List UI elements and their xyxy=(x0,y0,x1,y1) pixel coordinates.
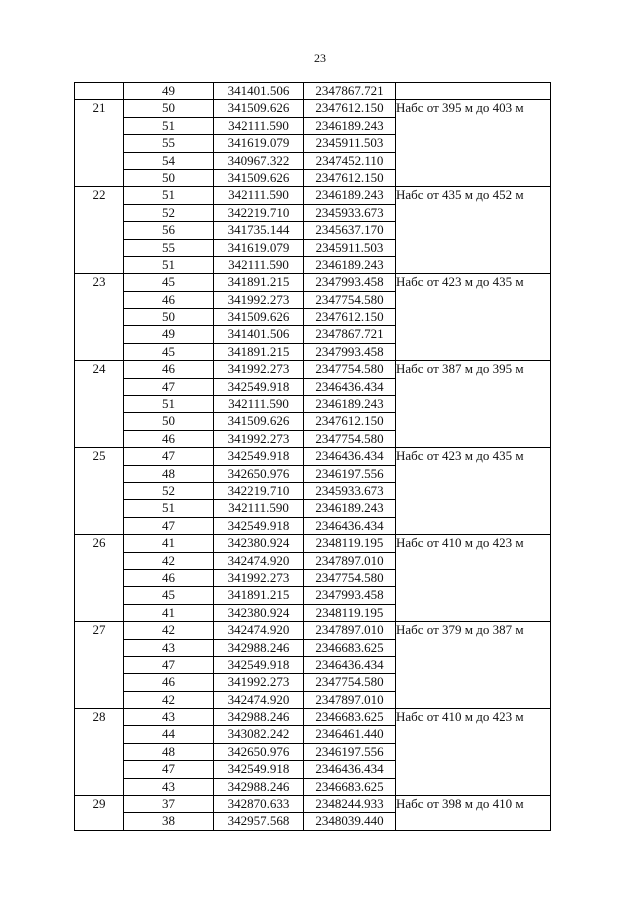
point-number: 47 xyxy=(124,517,214,534)
y-coordinate: 2347754.580 xyxy=(304,430,396,447)
table-row xyxy=(75,274,551,291)
y-coordinate: 2346436.434 xyxy=(304,761,396,778)
point-number: 38 xyxy=(124,813,214,830)
y-coordinate: 2345933.673 xyxy=(304,204,396,221)
x-coordinate: 341891.215 xyxy=(214,587,304,604)
table-row xyxy=(75,709,551,726)
x-coordinate: 342474.920 xyxy=(214,552,304,569)
x-coordinate: 342549.918 xyxy=(214,761,304,778)
elevation-note: Набс от 395 м до 403 м xyxy=(396,100,551,187)
x-coordinate: 342474.920 xyxy=(214,622,304,639)
x-coordinate: 340967.322 xyxy=(214,152,304,169)
section-number: 23 xyxy=(75,274,124,361)
point-number: 48 xyxy=(124,465,214,482)
point-number: 41 xyxy=(124,604,214,621)
x-coordinate: 342219.710 xyxy=(214,204,304,221)
y-coordinate: 2346436.434 xyxy=(304,656,396,673)
table-row xyxy=(75,622,551,639)
section-number: 26 xyxy=(75,535,124,622)
x-coordinate: 342111.590 xyxy=(214,117,304,134)
point-number: 55 xyxy=(124,135,214,152)
point-number: 45 xyxy=(124,343,214,360)
y-coordinate: 2347897.010 xyxy=(304,552,396,569)
section-number xyxy=(75,83,124,100)
point-number: 51 xyxy=(124,500,214,517)
elevation-note: Набс от 410 м до 423 м xyxy=(396,535,551,622)
elevation-note: Набс от 398 м до 410 м xyxy=(396,796,551,831)
point-number: 50 xyxy=(124,413,214,430)
table-row xyxy=(75,535,551,552)
point-number: 50 xyxy=(124,169,214,186)
x-coordinate: 342111.590 xyxy=(214,256,304,273)
point-number: 52 xyxy=(124,482,214,499)
y-coordinate: 2347754.580 xyxy=(304,569,396,586)
elevation-note: Набс от 435 м до 452 м xyxy=(396,187,551,274)
y-coordinate: 2347452.110 xyxy=(304,152,396,169)
section-number: 22 xyxy=(75,187,124,274)
x-coordinate: 341619.079 xyxy=(214,135,304,152)
y-coordinate: 2346436.434 xyxy=(304,378,396,395)
y-coordinate: 2346197.556 xyxy=(304,743,396,760)
y-coordinate: 2347897.010 xyxy=(304,691,396,708)
x-coordinate: 341891.215 xyxy=(214,343,304,360)
point-number: 42 xyxy=(124,691,214,708)
y-coordinate: 2347993.458 xyxy=(304,343,396,360)
y-coordinate: 2347993.458 xyxy=(304,587,396,604)
x-coordinate: 341992.273 xyxy=(214,569,304,586)
y-coordinate: 2347754.580 xyxy=(304,291,396,308)
y-coordinate: 2347897.010 xyxy=(304,622,396,639)
point-number: 46 xyxy=(124,569,214,586)
point-number: 46 xyxy=(124,430,214,447)
y-coordinate: 2348119.195 xyxy=(304,604,396,621)
x-coordinate: 341509.626 xyxy=(214,169,304,186)
page-number: 23 xyxy=(314,51,326,65)
y-coordinate: 2346436.434 xyxy=(304,448,396,465)
point-number: 55 xyxy=(124,239,214,256)
point-number: 50 xyxy=(124,100,214,117)
y-coordinate: 2346189.243 xyxy=(304,187,396,204)
point-number: 43 xyxy=(124,709,214,726)
y-coordinate: 2347612.150 xyxy=(304,413,396,430)
x-coordinate: 341509.626 xyxy=(214,413,304,430)
y-coordinate: 2346189.243 xyxy=(304,396,396,413)
x-coordinate: 342650.976 xyxy=(214,743,304,760)
y-coordinate: 2346189.243 xyxy=(304,256,396,273)
x-coordinate: 341735.144 xyxy=(214,222,304,239)
table-row xyxy=(75,448,551,465)
elevation-note xyxy=(396,83,551,100)
y-coordinate: 2348039.440 xyxy=(304,813,396,830)
x-coordinate: 342957.568 xyxy=(214,813,304,830)
y-coordinate: 2345911.503 xyxy=(304,135,396,152)
table-row xyxy=(75,83,551,100)
point-number: 51 xyxy=(124,396,214,413)
y-coordinate: 2347754.580 xyxy=(304,361,396,378)
point-number: 37 xyxy=(124,796,214,813)
point-number: 50 xyxy=(124,309,214,326)
y-coordinate: 2346436.434 xyxy=(304,517,396,534)
x-coordinate: 341891.215 xyxy=(214,274,304,291)
x-coordinate: 342219.710 xyxy=(214,482,304,499)
table-row xyxy=(75,100,551,117)
elevation-note: Набс от 379 м до 387 м xyxy=(396,622,551,709)
y-coordinate: 2347754.580 xyxy=(304,674,396,691)
x-coordinate: 342549.918 xyxy=(214,656,304,673)
point-number: 43 xyxy=(124,639,214,656)
x-coordinate: 341401.506 xyxy=(214,83,304,100)
x-coordinate: 342988.246 xyxy=(214,709,304,726)
point-number: 45 xyxy=(124,274,214,291)
table-row xyxy=(75,361,551,378)
x-coordinate: 342549.918 xyxy=(214,378,304,395)
section-number: 21 xyxy=(75,100,124,187)
y-coordinate: 2347612.150 xyxy=(304,100,396,117)
point-number: 46 xyxy=(124,291,214,308)
y-coordinate: 2346189.243 xyxy=(304,500,396,517)
y-coordinate: 2346189.243 xyxy=(304,117,396,134)
elevation-note: Набс от 387 м до 395 м xyxy=(396,361,551,448)
section-number: 27 xyxy=(75,622,124,709)
x-coordinate: 341992.273 xyxy=(214,674,304,691)
x-coordinate: 342988.246 xyxy=(214,639,304,656)
point-number: 41 xyxy=(124,535,214,552)
y-coordinate: 2345933.673 xyxy=(304,482,396,499)
x-coordinate: 342549.918 xyxy=(214,448,304,465)
table-row xyxy=(75,187,551,204)
x-coordinate: 341992.273 xyxy=(214,361,304,378)
x-coordinate: 341509.626 xyxy=(214,100,304,117)
x-coordinate: 342380.924 xyxy=(214,604,304,621)
elevation-note: Набс от 423 м до 435 м xyxy=(396,448,551,535)
point-number: 54 xyxy=(124,152,214,169)
y-coordinate: 2348119.195 xyxy=(304,535,396,552)
y-coordinate: 2347993.458 xyxy=(304,274,396,291)
point-number: 51 xyxy=(124,117,214,134)
point-number: 48 xyxy=(124,743,214,760)
point-number: 56 xyxy=(124,222,214,239)
y-coordinate: 2346197.556 xyxy=(304,465,396,482)
point-number: 47 xyxy=(124,656,214,673)
x-coordinate: 342549.918 xyxy=(214,517,304,534)
x-coordinate: 341401.506 xyxy=(214,326,304,343)
x-coordinate: 342870.633 xyxy=(214,796,304,813)
x-coordinate: 342111.590 xyxy=(214,396,304,413)
section-number: 24 xyxy=(75,361,124,448)
point-number: 49 xyxy=(124,83,214,100)
y-coordinate: 2347612.150 xyxy=(304,309,396,326)
y-coordinate: 2345911.503 xyxy=(304,239,396,256)
x-coordinate: 341992.273 xyxy=(214,430,304,447)
x-coordinate: 341509.626 xyxy=(214,309,304,326)
point-number: 44 xyxy=(124,726,214,743)
section-number: 29 xyxy=(75,796,124,831)
y-coordinate: 2346683.625 xyxy=(304,778,396,795)
point-number: 42 xyxy=(124,622,214,639)
y-coordinate: 2345637.170 xyxy=(304,222,396,239)
x-coordinate: 341619.079 xyxy=(214,239,304,256)
x-coordinate: 342111.590 xyxy=(214,187,304,204)
elevation-note: Набс от 423 м до 435 м xyxy=(396,274,551,361)
point-number: 42 xyxy=(124,552,214,569)
elevation-note: Набс от 410 м до 423 м xyxy=(396,709,551,796)
section-number: 28 xyxy=(75,709,124,796)
point-number: 51 xyxy=(124,256,214,273)
x-coordinate: 342474.920 xyxy=(214,691,304,708)
section-number: 25 xyxy=(75,448,124,535)
x-coordinate: 342111.590 xyxy=(214,500,304,517)
point-number: 43 xyxy=(124,778,214,795)
y-coordinate: 2347867.721 xyxy=(304,83,396,100)
x-coordinate: 343082.242 xyxy=(214,726,304,743)
point-number: 46 xyxy=(124,361,214,378)
x-coordinate: 342650.976 xyxy=(214,465,304,482)
y-coordinate: 2347612.150 xyxy=(304,169,396,186)
point-number: 47 xyxy=(124,448,214,465)
point-number: 49 xyxy=(124,326,214,343)
point-number: 45 xyxy=(124,587,214,604)
point-number: 47 xyxy=(124,761,214,778)
table-row xyxy=(75,796,551,813)
y-coordinate: 2346683.625 xyxy=(304,709,396,726)
point-number: 47 xyxy=(124,378,214,395)
point-number: 52 xyxy=(124,204,214,221)
x-coordinate: 342988.246 xyxy=(214,778,304,795)
y-coordinate: 2347867.721 xyxy=(304,326,396,343)
point-number: 46 xyxy=(124,674,214,691)
y-coordinate: 2346461.440 xyxy=(304,726,396,743)
x-coordinate: 342380.924 xyxy=(214,535,304,552)
point-number: 51 xyxy=(124,187,214,204)
y-coordinate: 2348244.933 xyxy=(304,796,396,813)
y-coordinate: 2346683.625 xyxy=(304,639,396,656)
coordinates-table xyxy=(74,82,551,831)
x-coordinate: 341992.273 xyxy=(214,291,304,308)
